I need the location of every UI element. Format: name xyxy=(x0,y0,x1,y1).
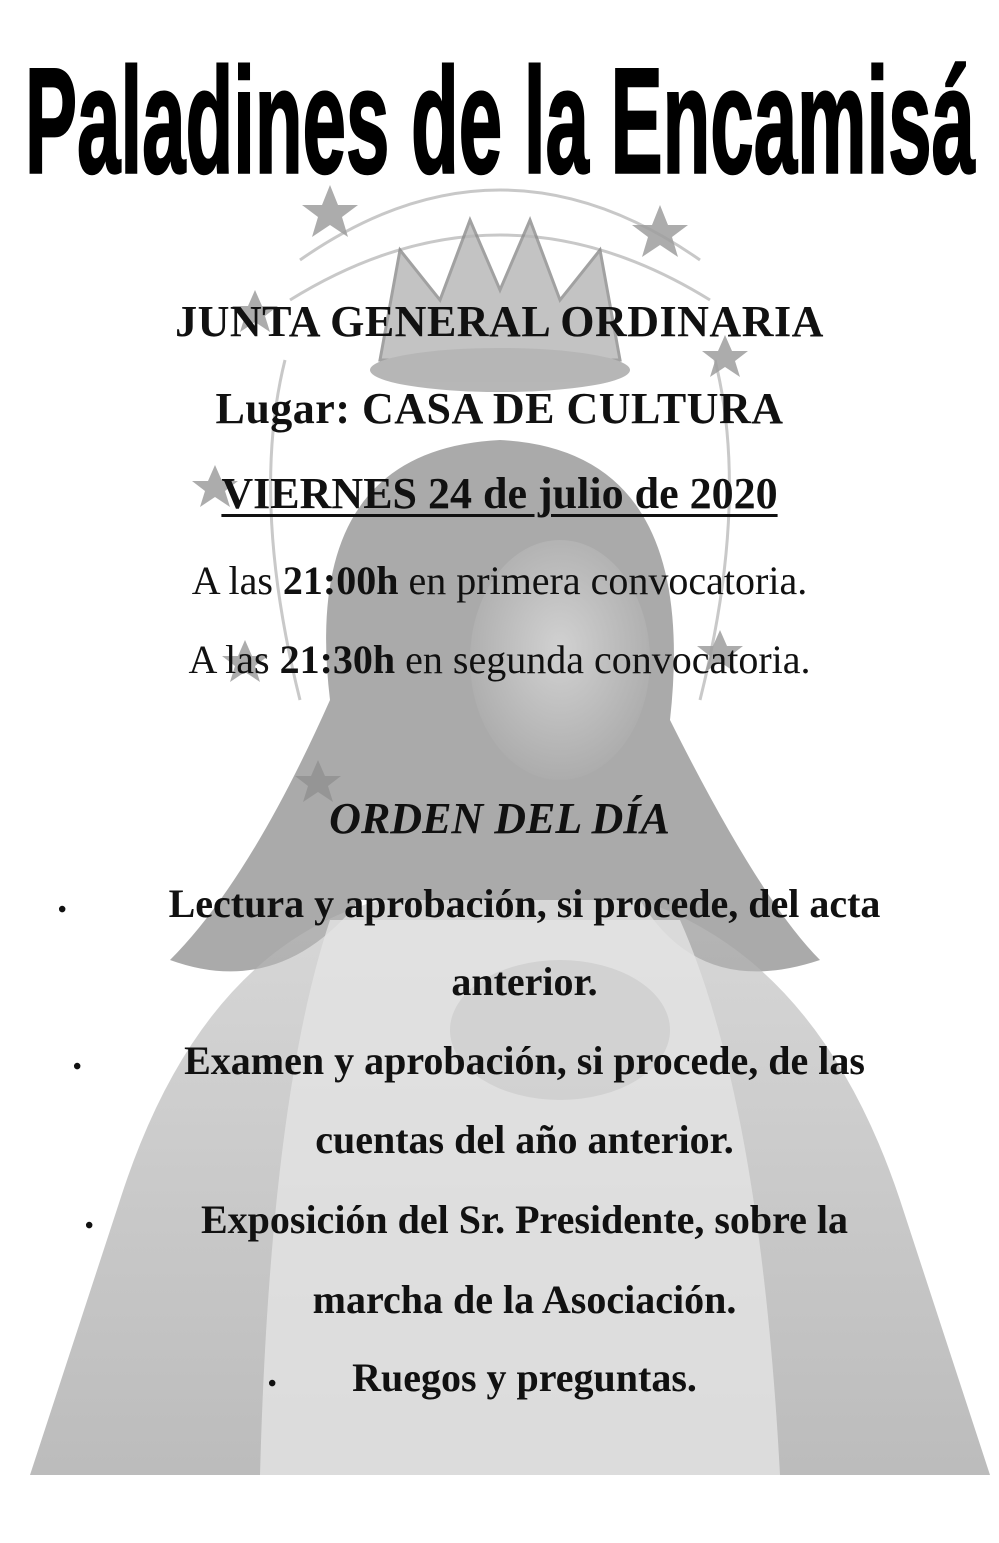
place-label: Lugar: xyxy=(215,384,351,433)
poster-title xyxy=(20,20,980,235)
bullet-icon: • xyxy=(268,1371,277,1397)
agenda-item-4-line1: Ruegos y preguntas. xyxy=(352,1355,697,1400)
conv-suffix: en primera convocatoria. xyxy=(398,558,808,603)
conv-suffix: en segunda convocatoria. xyxy=(395,637,811,682)
meeting-place xyxy=(0,383,999,434)
poster-title-text: Paladines de la Encamisá xyxy=(25,36,976,205)
agenda-heading: ORDEN DEL DÍA xyxy=(329,794,670,843)
conv-time: 21:30h xyxy=(279,637,396,682)
convocatoria-primera xyxy=(0,557,999,604)
agenda-item-2-line2: cuentas del año anterior. xyxy=(315,1117,734,1162)
agenda-item-1-line2: anterior. xyxy=(451,959,598,1004)
conv-time: 21:00h xyxy=(282,558,399,603)
agenda-item-3-line2: marcha de la Asociación. xyxy=(312,1277,737,1322)
meeting-date: VIERNES 24 de julio de 2020 xyxy=(221,469,778,518)
agenda-item-1-line1: Lectura y aprobación, si procede, del acta xyxy=(168,881,881,926)
place-name: CASA DE CULTURA xyxy=(361,384,784,433)
agenda-item-3-line1: Exposición del Sr. Presidente, sobre la xyxy=(200,1197,849,1242)
convocatoria-segunda xyxy=(0,636,999,683)
agenda-item-2-line1: Examen y aprobación, si procede, de las xyxy=(184,1038,865,1083)
conv-prefix: A las xyxy=(188,637,280,682)
bullet-icon: • xyxy=(85,1213,94,1239)
bullet-icon: • xyxy=(73,1054,82,1080)
bullet-icon: • xyxy=(58,897,67,923)
conv-prefix: A las xyxy=(191,558,283,603)
meeting-heading: JUNTA GENERAL ORDINARIA xyxy=(175,297,824,346)
